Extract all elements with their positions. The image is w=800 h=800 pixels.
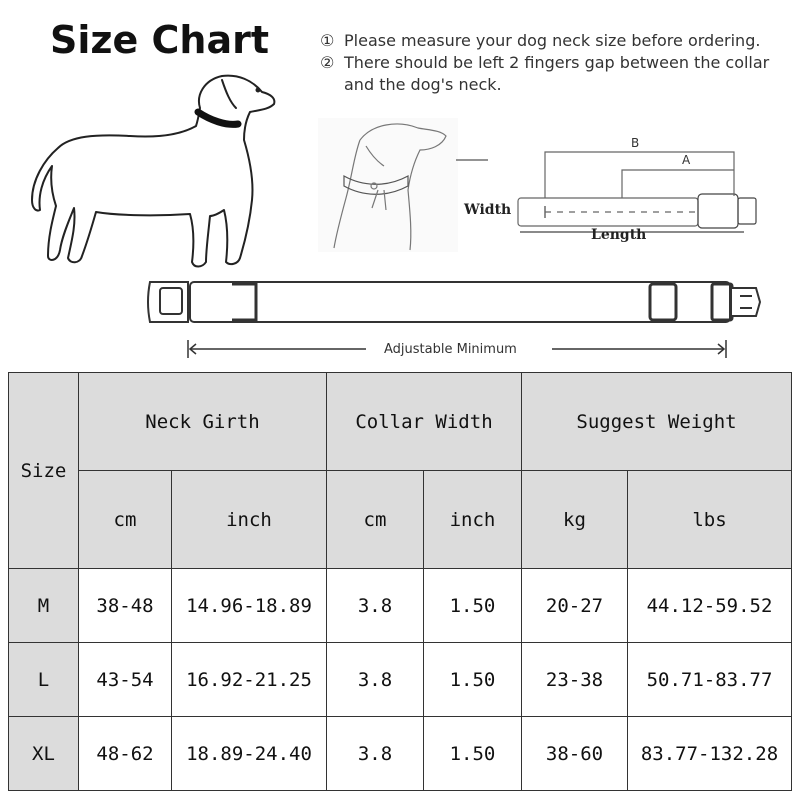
unit-header-lbs: lbs: [628, 471, 792, 569]
table-cell: 83.77-132.28: [628, 717, 792, 791]
table-cell: 14.96-18.89: [172, 569, 327, 643]
size-header: Size: [9, 373, 79, 569]
table-cell: 3.8: [327, 569, 424, 643]
note-1-text: Please measure your dog neck size before ordering.: [344, 31, 761, 50]
suggest-weight-header: Suggest Weight: [522, 373, 792, 471]
table-cell: 44.12-59.52: [628, 569, 792, 643]
size-cell: M: [9, 569, 79, 643]
measure-a-label: A: [682, 153, 691, 167]
size-cell: XL: [9, 717, 79, 791]
note-1-number: ①: [320, 31, 335, 50]
table-cell: 16.92-21.25: [172, 643, 327, 717]
table-cell: 3.8: [327, 643, 424, 717]
table-cell: 38-60: [522, 717, 628, 791]
table-cell: 3.8: [327, 717, 424, 791]
dog-collar-band: [198, 112, 238, 124]
table-cell: 1.50: [424, 643, 522, 717]
size-chart-title: Size Chart: [50, 18, 270, 62]
note-2-text: There should be left 2 fingers gap between the collar and the dog's neck.: [344, 53, 770, 94]
dog-neck-sketch: [318, 118, 458, 252]
table-cell: 18.89-24.40: [172, 717, 327, 791]
table-row: [9, 569, 792, 643]
table-cell: 20-27: [522, 569, 628, 643]
unit-header-neck-cm: cm: [79, 471, 172, 569]
length-label: Length: [591, 227, 647, 243]
collar-width-header: Collar Width: [327, 373, 522, 471]
collar-illustration: [148, 282, 760, 322]
width-label: Width: [464, 202, 512, 218]
illustrations: [0, 0, 800, 370]
table-cell: 1.50: [424, 717, 522, 791]
size-cell: L: [9, 643, 79, 717]
unit-header-width-cm: cm: [327, 471, 424, 569]
table-row: [9, 717, 792, 791]
table-cell: 38-48: [79, 569, 172, 643]
unit-header-width-inch: inch: [424, 471, 522, 569]
table-cell: 48-62: [79, 717, 172, 791]
dog-illustration: [32, 76, 274, 267]
table-cell: 50.71-83.77: [628, 643, 792, 717]
note-2-number: ②: [320, 53, 335, 72]
table-cell: 43-54: [79, 643, 172, 717]
table-cell: 1.50: [424, 569, 522, 643]
neck-girth-header: Neck Girth: [79, 373, 327, 471]
collar-measure-diagram: [518, 152, 756, 232]
adjustable-minimum-label: Adjustable Minimum: [384, 342, 517, 357]
unit-header-kg: kg: [522, 471, 628, 569]
size-table: [8, 372, 792, 791]
table-cell: 23-38: [522, 643, 628, 717]
unit-header-neck-inch: inch: [172, 471, 327, 569]
measure-b-label: B: [631, 136, 640, 150]
table-row: [9, 643, 792, 717]
